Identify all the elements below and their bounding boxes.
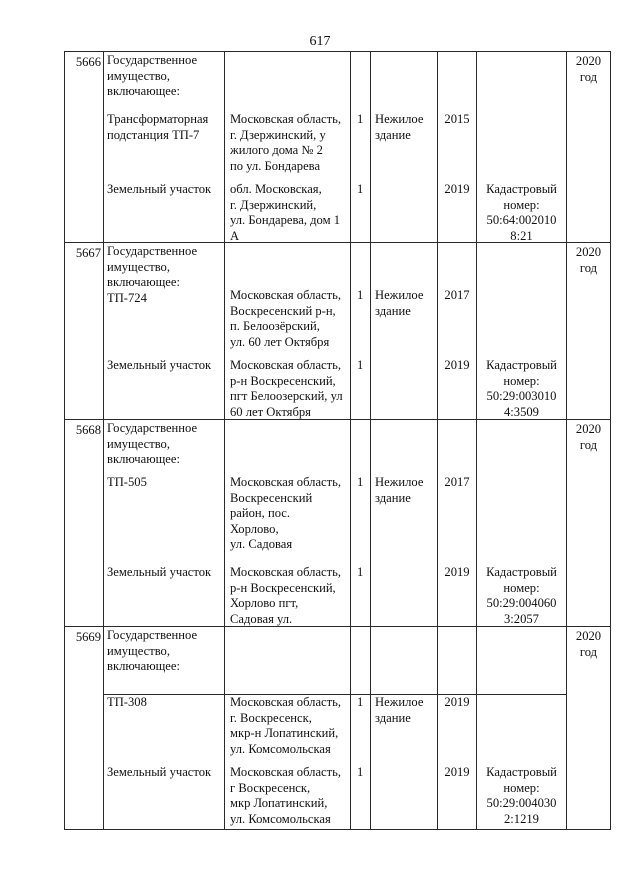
- item-cadastral-number: 50:29:004060: [486, 596, 557, 610]
- item-address: обл. Московская,: [230, 182, 322, 196]
- cell-cad: [477, 627, 567, 695]
- cell-cad: [477, 695, 567, 830]
- item-address: ул. Садовая: [230, 537, 293, 551]
- item-address: ул. 60 лет Октября: [230, 334, 330, 349]
- registration-year: [567, 243, 611, 420]
- registration-year: [567, 627, 611, 830]
- item-type: Нежилое: [375, 695, 424, 709]
- item-name: Земельный участок: [107, 765, 212, 779]
- cell-content: [104, 52, 224, 241]
- cell-content: [371, 695, 437, 828]
- item-name: Трансформаторная: [107, 112, 209, 126]
- item-cadastral-number: номер:: [503, 197, 540, 212]
- item-type: здание: [375, 710, 411, 725]
- group-header-text: имущество,: [107, 68, 171, 83]
- item-cadastral-number: 50:29:003010: [486, 389, 557, 403]
- group-row: [65, 243, 611, 420]
- item-address: Московская область,: [230, 358, 342, 372]
- cell-content: [225, 243, 350, 418]
- cell-name: [104, 627, 225, 695]
- cell-yr: [438, 420, 477, 627]
- group-header-text: имущество,: [107, 436, 171, 451]
- page-number: 617: [309, 34, 331, 49]
- item-cadastral-number: Кадастровый: [486, 182, 557, 196]
- item-year: 2019: [444, 358, 470, 372]
- item-address: ул. Бондарева, дом 1: [230, 213, 341, 227]
- year-text: 2020 год: [575, 422, 602, 452]
- item-name: Земельный участок: [107, 565, 212, 579]
- item-address: Садовая ул.: [230, 611, 293, 626]
- item-address: р-н Воскресенский,: [230, 580, 336, 595]
- cell-yr: [438, 695, 477, 830]
- cell-content: [351, 420, 370, 625]
- group-row: [65, 420, 611, 627]
- property-registry-table: [64, 51, 611, 830]
- item-address: Хорлово,: [230, 521, 279, 536]
- group-header-text: Государственное: [107, 244, 198, 258]
- cell-content: [371, 52, 437, 241]
- item-name: Земельный участок: [107, 358, 212, 372]
- cell-content: [351, 627, 370, 693]
- year-text: 2020 год: [575, 245, 602, 275]
- cell-name: [104, 695, 225, 830]
- cell-name: [104, 243, 225, 420]
- cell-qty: [351, 420, 371, 627]
- item-address: Хорлово пгт,: [230, 596, 299, 610]
- item-address: Воскресенский р-н,: [230, 303, 336, 318]
- cell-content: [104, 695, 224, 828]
- item-address: ул. Комсомольская: [230, 811, 331, 826]
- cell-addr: [225, 627, 351, 695]
- item-address: г. Дзержинский, у: [230, 127, 326, 142]
- cell-content: [225, 52, 350, 241]
- item-type: Нежилое: [375, 475, 424, 489]
- item-cadastral-number: 2:1219: [504, 811, 539, 826]
- cell-yr: [438, 52, 477, 243]
- item-type: здание: [375, 127, 411, 142]
- group-items-row: [65, 695, 611, 830]
- item-address: Московская область,: [230, 565, 342, 579]
- cell-type: [371, 695, 438, 830]
- cell-content: [351, 243, 370, 418]
- item-quantity: 1: [357, 358, 364, 372]
- group-header-text: имущество,: [107, 643, 171, 658]
- cell-content: [438, 627, 476, 693]
- cell-addr: [225, 420, 351, 627]
- item-year: 2019: [444, 182, 470, 196]
- item-address: г. Воскресенск,: [230, 710, 312, 725]
- cell-type: [371, 627, 438, 695]
- cell-content: [371, 627, 437, 693]
- group-header-text: Государственное: [107, 53, 198, 67]
- item-address: Московская область,: [230, 475, 342, 489]
- row-number: 5669: [65, 627, 104, 830]
- registration-year: [567, 420, 611, 627]
- item-cadastral-number: 50:64:002010: [486, 213, 557, 227]
- row-number: 5667: [65, 243, 104, 420]
- item-address: р-н Воскресенский,: [230, 373, 336, 388]
- group-header-text: включающее:: [107, 84, 180, 98]
- group-header-text: Государственное: [107, 628, 198, 642]
- cell-content: [477, 420, 566, 625]
- cell-yr: [438, 243, 477, 420]
- item-quantity: 1: [357, 475, 364, 489]
- cell-content: [104, 420, 224, 625]
- cell-cad: [477, 52, 567, 243]
- cell-cad: [477, 243, 567, 420]
- item-address: ул. Комсомольская: [230, 741, 331, 756]
- item-address: Московская область,: [230, 112, 342, 126]
- cell-content: [225, 695, 350, 828]
- item-type: Нежилое: [375, 112, 424, 126]
- item-cadastral-number: 8:21: [510, 228, 533, 243]
- row-number: 5668: [65, 420, 104, 627]
- item-address: по ул. Бондарева: [230, 158, 321, 173]
- item-year: 2017: [444, 475, 470, 489]
- group-header-row: [65, 627, 611, 695]
- item-address: г Воскресенск,: [230, 780, 311, 795]
- item-cadastral-number: 4:3509: [504, 404, 539, 419]
- item-address: Воскресенский: [230, 490, 313, 505]
- cell-content: [371, 420, 437, 625]
- item-quantity: 1: [357, 112, 364, 126]
- cell-qty: [351, 243, 371, 420]
- group-row: [65, 52, 611, 243]
- cell-type: [371, 243, 438, 420]
- item-year: 2019: [444, 695, 470, 709]
- cell-cad: [477, 420, 567, 627]
- group-header-text: имущество,: [107, 259, 171, 274]
- item-year: 2017: [444, 288, 470, 302]
- cell-content: [477, 243, 566, 418]
- item-address: жилого дома № 2: [230, 143, 323, 157]
- registration-year: [567, 52, 611, 243]
- item-quantity: 1: [357, 182, 364, 196]
- item-year: 2019: [444, 565, 470, 579]
- cell-content: [104, 243, 224, 418]
- cell-content: [438, 52, 476, 241]
- cell-content: [104, 627, 224, 693]
- item-address: Московская область,: [230, 695, 342, 709]
- item-address: г. Дзержинский,: [230, 197, 317, 212]
- cell-content: [371, 243, 437, 418]
- cell-content: [225, 627, 350, 693]
- cell-content: [225, 420, 350, 625]
- year-text: 2020 год: [575, 629, 602, 659]
- item-quantity: 1: [357, 695, 364, 709]
- item-address: район, пос.: [230, 506, 291, 520]
- item-name: подстанция ТП-7: [107, 127, 200, 142]
- item-year: 2015: [444, 112, 470, 126]
- cell-content: [477, 695, 566, 828]
- item-type: Нежилое: [375, 288, 424, 302]
- cell-content: [351, 695, 370, 828]
- item-type: здание: [375, 303, 411, 318]
- item-address: пгт Белоозерский, ул: [230, 389, 343, 403]
- cell-name: [104, 420, 225, 627]
- item-address: Московская область,: [230, 765, 342, 779]
- group-header-text: Государственное: [107, 421, 198, 435]
- item-year: 2019: [444, 765, 470, 779]
- cell-content: [438, 420, 476, 625]
- item-cadastral-number: Кадастровый: [486, 358, 557, 372]
- item-cadastral-number: номер:: [503, 373, 540, 388]
- cell-content: [477, 52, 566, 241]
- group-header-text: включающее:: [107, 275, 180, 289]
- cell-addr: [225, 52, 351, 243]
- cell-type: [371, 52, 438, 243]
- cell-yr: [438, 627, 477, 695]
- year-text: 2020 год: [575, 54, 602, 84]
- group-header-text: включающее:: [107, 452, 180, 466]
- cell-content: [477, 627, 566, 693]
- item-cadastral-number: Кадастровый: [486, 565, 557, 579]
- item-cadastral-number: номер:: [503, 780, 540, 795]
- item-name: ТП-505: [107, 475, 147, 489]
- group-header-text: ТП-724: [107, 290, 147, 305]
- cell-addr: [225, 695, 351, 830]
- item-address: Московская область,: [230, 288, 342, 302]
- item-quantity: 1: [357, 288, 364, 302]
- item-address: п. Белоозёрский,: [230, 319, 320, 333]
- item-type: здание: [375, 490, 411, 505]
- item-name: ТП-308: [107, 695, 147, 709]
- item-quantity: 1: [357, 765, 364, 779]
- cell-qty: [351, 52, 371, 243]
- item-cadastral-number: 50:29:004030: [486, 796, 557, 810]
- cell-content: [351, 52, 370, 241]
- item-name: Земельный участок: [107, 182, 212, 196]
- item-cadastral-number: 3:2057: [504, 611, 539, 626]
- item-address: мкр Лопатинский,: [230, 796, 328, 810]
- group-header-text: включающее:: [107, 659, 180, 673]
- cell-addr: [225, 243, 351, 420]
- cell-qty: [351, 695, 371, 830]
- item-quantity: 1: [357, 565, 364, 579]
- item-address: А: [230, 228, 240, 243]
- cell-content: [438, 243, 476, 418]
- cell-type: [371, 420, 438, 627]
- cell-qty: [351, 627, 371, 695]
- cell-content: [438, 695, 476, 828]
- row-number: 5666: [65, 52, 104, 243]
- item-cadastral-number: Кадастровый: [486, 765, 557, 779]
- cell-name: [104, 52, 225, 243]
- item-cadastral-number: номер:: [503, 580, 540, 595]
- item-address: мкр-н Лопатинский,: [230, 726, 339, 740]
- item-address: 60 лет Октября: [230, 404, 311, 419]
